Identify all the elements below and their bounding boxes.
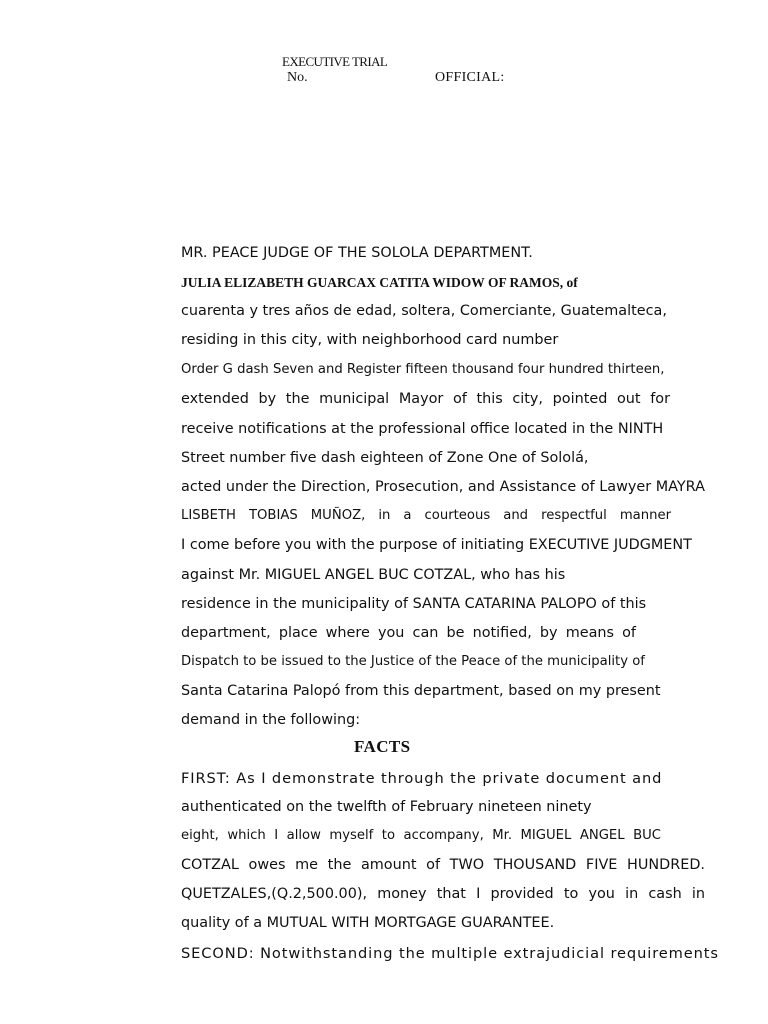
facts-line: eight, which I allow myself to accompany, Mr. MIGUEL ANGEL BUC (181, 828, 661, 843)
header-title: EXECUTIVE TRIAL (282, 54, 388, 69)
body-line: residing in this city, with neighborhood card number (181, 332, 559, 348)
petitioner-name: JULIA ELIZABETH GUARCAX CATITA WIDOW OF RAMOS, of (181, 275, 578, 290)
body-line: receive notifications at the professional office located in the NINTH (181, 421, 664, 437)
body-line: Santa Catarina Palopó from this department, based on my present (181, 683, 661, 699)
addressee-line: MR. PEACE JUDGE OF THE SOLOLA DEPARTMENT. (181, 245, 533, 261)
body-line: Dispatch to be issued to the Justice of the Peace of the municipality of (181, 654, 645, 669)
body-line: cuarenta y tres años de edad, soltera, Comerciante, Guatemalteca, (181, 303, 667, 319)
header-official-label: OFFICIAL: (435, 70, 505, 85)
body-line: residence in the municipality of SANTA CATARINA PALOPO of this (181, 596, 647, 612)
header-number-label: No. (287, 70, 308, 85)
body-line: against Mr. MIGUEL ANGEL BUC COTZAL, who has his (181, 567, 566, 583)
body-line: I come before you with the purpose of initiating EXECUTIVE JUDGMENT (181, 537, 692, 553)
facts-line: QUETZALES,(Q.2,500.00), money that I provided to you in cash in (181, 886, 705, 902)
body-line: extended by the municipal Mayor of this city, pointed out for (181, 391, 670, 407)
facts-line: authenticated on the twelfth of February nineteen ninety (181, 799, 592, 815)
body-line: acted under the Direction, Prosecution, and Assistance of Lawyer MAYRA (181, 479, 705, 495)
body-line: demand in the following: (181, 712, 361, 728)
facts-line: FIRST: As I demonstrate through the private document and (181, 770, 663, 787)
body-line: Order G dash Seven and Register fifteen thousand four hundred thirteen, (181, 362, 665, 377)
facts-line: quality of a MUTUAL WITH MORTGAGE GUARANTEE. (181, 915, 555, 931)
body-line: LISBETH TOBIAS MUÑOZ, in a courteous and respectful manner (181, 508, 671, 523)
body-line: department, place where you can be notified, by means of (181, 625, 636, 641)
facts-line: COTZAL owes me the amount of TWO THOUSAND FIVE HUNDRED. (181, 857, 705, 873)
facts-heading: FACTS (354, 737, 411, 756)
body-line: Street number five dash eighteen of Zone One of Sololá, (181, 450, 589, 466)
facts-line: SECOND: Notwithstanding the multiple extrajudicial requirements (181, 945, 719, 962)
